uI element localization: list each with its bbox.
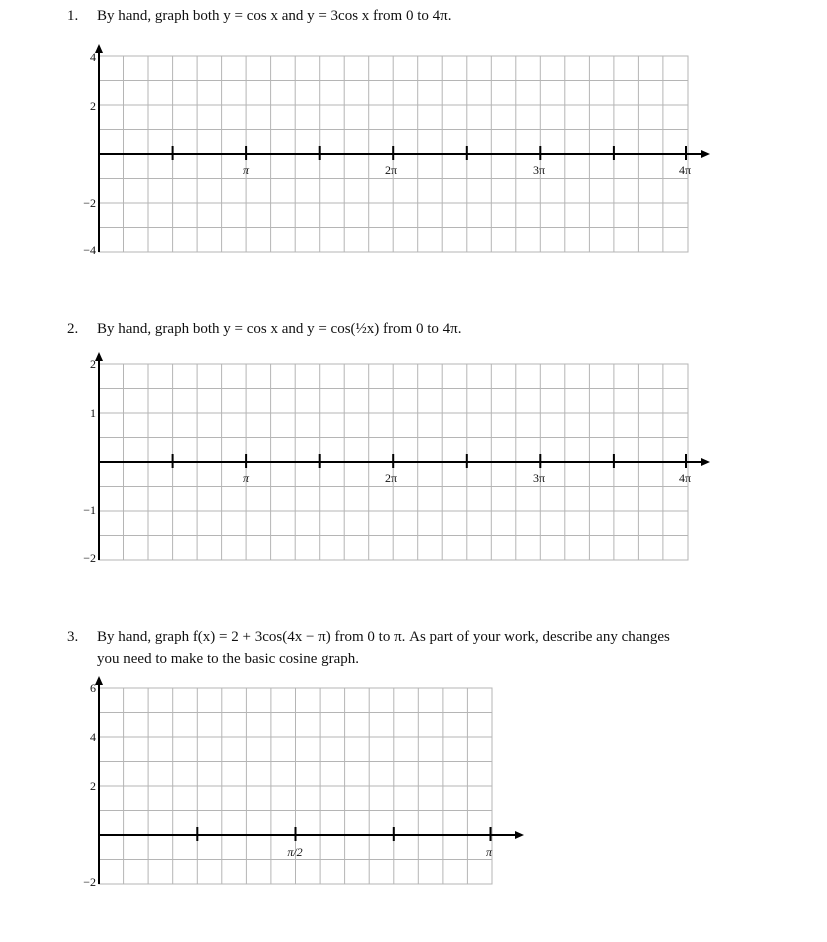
x-tick-label: 3π: [532, 163, 546, 177]
question-number: 2.: [67, 321, 79, 337]
x-tick-label: π: [242, 163, 250, 177]
y-tick-label: −1: [83, 503, 96, 517]
question-text: By hand, graph both y = cos x and y = cos(½x) from 0 to 4π.: [97, 321, 462, 337]
y-tick-label: 2: [90, 357, 96, 371]
x-tick-label: 2π: [384, 471, 398, 485]
x-tick-label: π/2: [287, 845, 303, 859]
y-tick-label: 4: [90, 50, 96, 64]
question-text: By hand, graph f(x) = 2 + 3cos(4x − π) from 0 to π. As part of your work, describe any changes: [97, 629, 670, 645]
x-tick-label: 4π: [678, 163, 692, 177]
question-text-line2: you need to make to the basic cosine graph.: [97, 651, 360, 667]
x-tick-label: π: [485, 845, 493, 859]
y-tick-label: 1: [90, 406, 96, 420]
y-axis-arrow-icon: [95, 676, 103, 685]
y-tick-label: 2: [90, 779, 96, 793]
y-tick-label: −4: [83, 243, 96, 257]
x-axis-arrow-icon: [515, 831, 524, 839]
question-number: 3.: [67, 629, 79, 645]
x-tick-label: 4π: [678, 471, 692, 485]
x-tick-label: 3π: [532, 471, 546, 485]
x-tick-label: 2π: [384, 163, 398, 177]
y-tick-label: −2: [83, 875, 96, 889]
y-tick-label: 6: [90, 681, 96, 695]
y-tick-label: −2: [83, 551, 96, 565]
x-tick-label: π: [242, 471, 250, 485]
y-tick-label: 2: [90, 99, 96, 113]
question-text: By hand, graph both y = cos x and y = 3cos x from 0 to 4π.: [97, 8, 452, 24]
question-number: 1.: [67, 8, 79, 24]
y-tick-label: −2: [83, 196, 96, 210]
y-tick-label: 4: [90, 730, 96, 744]
